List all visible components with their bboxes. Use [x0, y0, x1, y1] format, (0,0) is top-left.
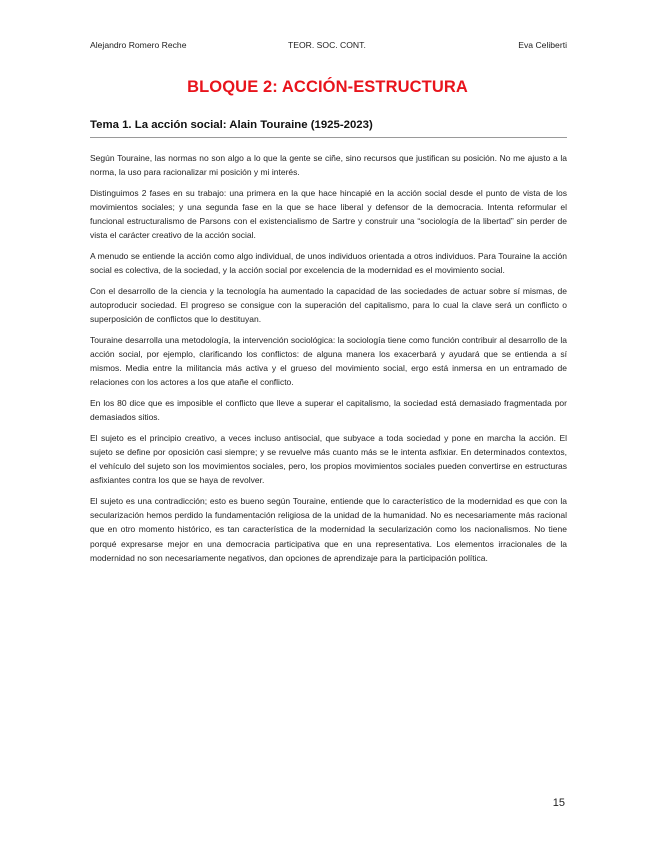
paragraph-6: En los 80 dice que es imposible el conflicto que lleve a superar el capitalismo, la sociedad está demasiado fragmentada por demasiados sitios.	[90, 398, 567, 423]
page-number: 15	[552, 797, 565, 809]
section-heading: Tema 1. La acción social: Alain Touraine (1925-2023)	[90, 119, 373, 131]
header-teacher: Eva Celiberti	[518, 40, 567, 50]
paragraph-1: Según Touraine, las normas no son algo a lo que la gente se ciñe, sino recursos que justifican su posición. No me ajusto a la norma, la uso para racionalizar mi posición y mi interés.	[90, 153, 567, 178]
heading-divider	[90, 137, 567, 138]
paragraph-3: A menudo se entiende la acción como algo individual, de unos individuos orientada a otros individuos. Para Touraine la acción social es colectiva, de la sociedad, y la acción social por excelencia de la modernidad es el movimiento social.	[90, 251, 567, 276]
paragraph-8: El sujeto es una contradicción; esto es bueno según Touraine, entiende que lo característico de la modernidad es que con la secularización hemos perdido la fundamentación religiosa de la unidad de la humanidad. No es necesariamente más racional que en otro momento histórico, es tan característica de la modernidad la secularización como los nacionalismos. No tiene porqué expresarse mejor en una democracia participativa que en una representativa. Los elementos irracionales de la modernidad no son necesariamente negativos, dan opciones de aprendizaje para la participación política.	[90, 496, 567, 563]
paragraph-2: Distinguimos 2 fases en su trabajo: una primera en la que hace hincapié en la acción social desde el punto de vista de los movimientos sociales; y una segunda fase en la que se hace liberal y defensor de la democracia. Intenta reformular el funcional estructuralismo de Parsons con el existencialismo de Sartre y construir una “sociología de la libertad” sin perder de vista el carácter creativo de la acción social.	[90, 187, 567, 241]
page-header	[90, 40, 567, 52]
page-title: BLOQUE 2: ACCIÓN-ESTRUCTURA	[187, 78, 468, 96]
header-author: Alejandro Romero Reche	[90, 40, 187, 50]
header-course: TEOR. SOC. CONT.	[288, 40, 366, 50]
paragraph-5: Touraine desarrolla una metodología, la intervención sociológica: la sociología tiene como función contribuir al desarrollo de la acción social, por ejemplo, clarificando los conflictos: de alguna manera los exacerbará y ayudará que se entienda a sí mismos. Media entre la militancia más activa y el grueso del movimiento social, ergo está inmersa en un entramado de relaciones con los actores a los que atañe el conflicto.	[90, 334, 567, 388]
paragraph-4: Con el desarrollo de la ciencia y la tecnología ha aumentado la capacidad de las sociedades de actuar sobre sí mismas, de autoproducir sociedad. El progreso se consigue con la superación del capitalismo, para lo cual la clave será un conflicto o superposición de conflictos que lo destituyan.	[90, 285, 567, 325]
paragraph-7: El sujeto es el principio creativo, a veces incluso antisocial, que subyace a toda sociedad y pone en marcha la acción. El sujeto se define por oposición casi siempre; y se revuelve más cuanto más se le intenta asfixiar. En determinados contextos, el vehículo del sujeto son los movimientos sociales, pero, los propios movimientos sociales pueden convertirse en estructuras asfixiantes contra los que se haya de revolver.	[90, 432, 567, 486]
body-text	[90, 151, 567, 571]
